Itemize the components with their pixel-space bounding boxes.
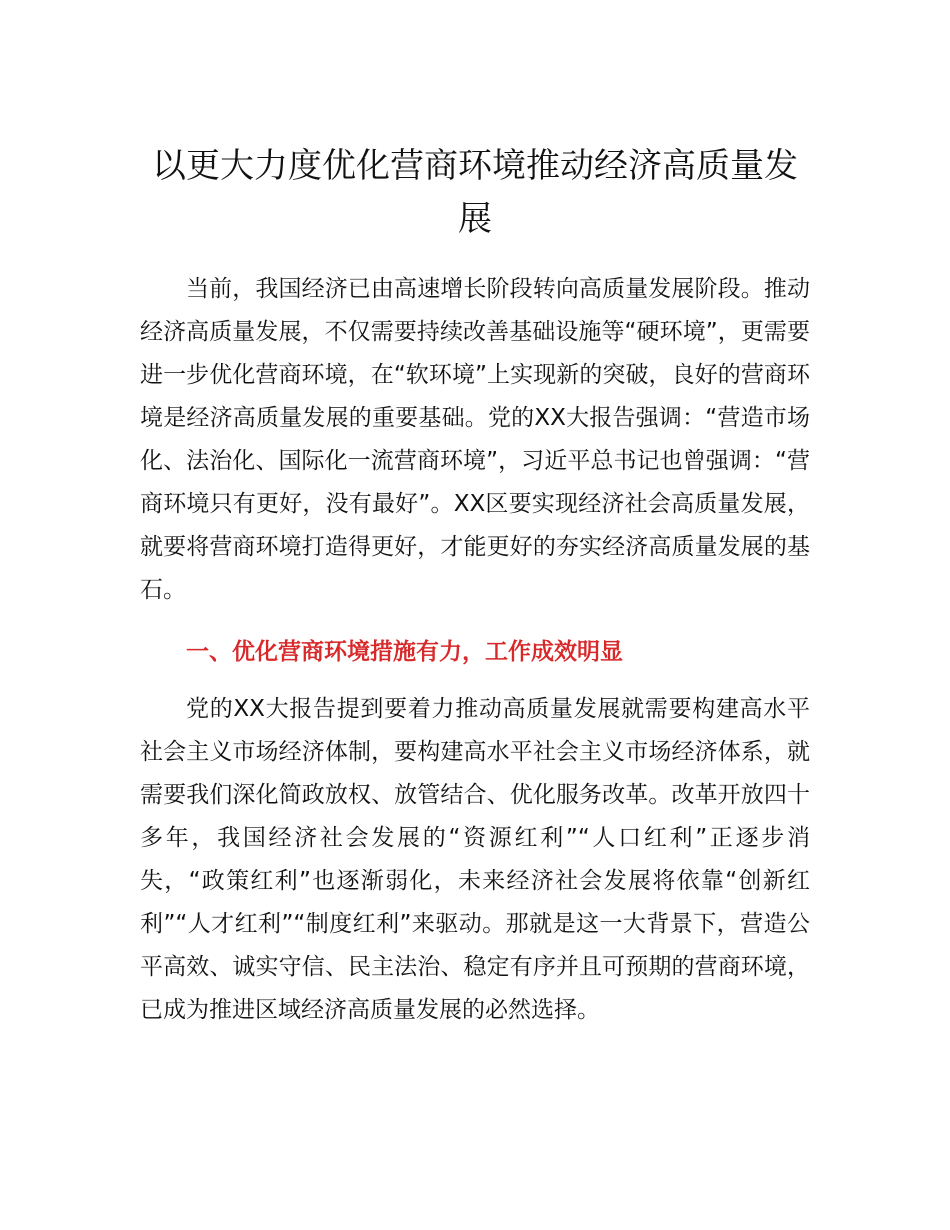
paragraph-intro: 当前，我国经济已由高速增长阶段转向高质量发展阶段。推动经济高质量发展，不仅需要持续改善基础设施等“硬环境”，更需要进一步优化营商环境，在“软环境”上实现新的突破，良好的营商环境是经济高质量发展的重要基础。党的XX大报告强调：“营造市场化、法治化、国际化一流营商环境”，习近平总书记也曾强调：“营商环境只有更好，没有最好”。XX区要实现经济社会高质量发展，就要将营商环境打造得更好，才能更好的夯实经济高质量发展的基石。 bbox=[140, 276, 810, 603]
paragraph-section-1: 党的XX大报告提到要着力推动高质量发展就需要构建高水平社会主义市场经济体制，要构建高水平社会主义市场经济体系，就需要我们深化简政放权、放管结合、优化服务改革。改革开放四十多年，我国经济社会发展的“资源红利”“人口红利”正逐步消失，“政策红利”也逐渐弱化，未来经济社会发展将依靠“创新红利”“人才红利”“制度红利”来驱动。那就是这一大背景下，营造公平高效、诚实守信、民主法治、稳定有序并且可预期的营商环境，已成为推进区域经济高质量发展的必然选择。 bbox=[140, 696, 810, 1023]
document-title: 以更大力度优化营商环境推动经济高质量发展 bbox=[152, 146, 798, 239]
section-heading-1: 一、优化营商环境措施有力，工作成效明显 bbox=[186, 639, 623, 665]
